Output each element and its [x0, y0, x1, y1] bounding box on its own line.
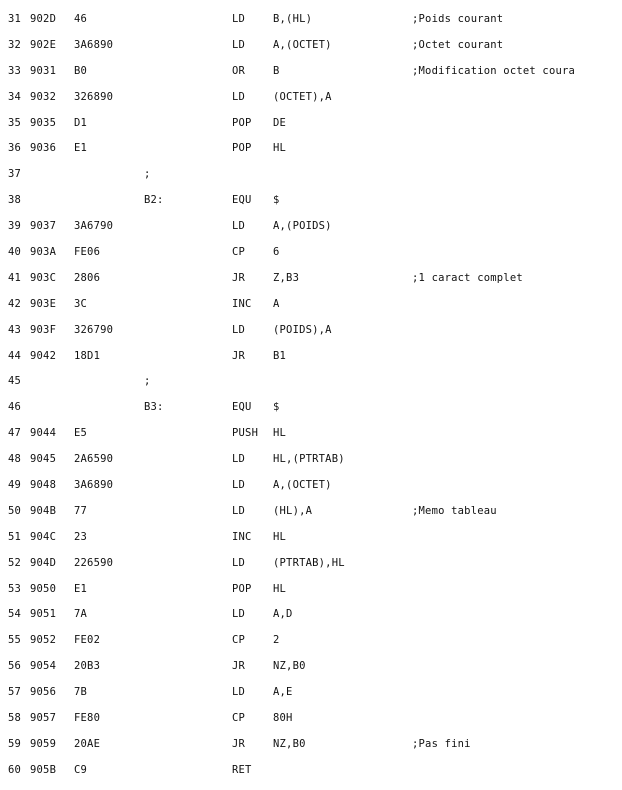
line-number: 53: [8, 582, 22, 595]
mnemonic: LD: [232, 453, 246, 466]
label: B3:: [144, 401, 164, 414]
line-number: 33: [8, 64, 22, 77]
listing-line: [0, 479, 622, 505]
machine-code: B0: [74, 64, 88, 77]
machine-code: E1: [74, 582, 88, 595]
machine-code: FE02: [74, 634, 101, 647]
assembly-listing: [0, 13, 622, 790]
operand: B,(HL): [273, 13, 313, 25]
address: 904C: [30, 530, 57, 543]
address: 9054: [30, 660, 57, 673]
line-number: 44: [8, 349, 22, 362]
listing-line: [0, 39, 622, 65]
mnemonic: OR: [232, 64, 246, 77]
line-number: 32: [8, 38, 22, 51]
machine-code: 20B3: [74, 660, 101, 673]
listing-line: [0, 142, 622, 168]
operand: NZ,B0: [273, 660, 306, 673]
operand: 2: [273, 634, 280, 647]
mnemonic: POP: [232, 142, 252, 155]
listing-line: [0, 583, 622, 609]
machine-code: 3A6890: [74, 38, 114, 51]
address: 9044: [30, 427, 57, 440]
mnemonic: INC: [232, 530, 252, 543]
mnemonic: LD: [232, 479, 246, 492]
operand: $: [273, 401, 280, 414]
line-number: 43: [8, 323, 22, 336]
machine-code: 7B: [74, 686, 88, 699]
line-number: 40: [8, 246, 22, 259]
mnemonic: EQU: [232, 401, 252, 414]
address: 904B: [30, 504, 57, 517]
address: 903F: [30, 323, 57, 336]
address: 903E: [30, 297, 57, 310]
machine-code: C9: [74, 763, 88, 776]
mnemonic: LD: [232, 686, 246, 699]
machine-code: 226590: [74, 556, 114, 569]
comment: ;Octet courant: [412, 38, 504, 51]
listing-line: [0, 660, 622, 686]
listing-line: [0, 686, 622, 712]
line-number: 34: [8, 90, 22, 103]
operand: A,D: [273, 608, 293, 621]
listing-line: [0, 505, 622, 531]
address: 9050: [30, 582, 57, 595]
line-number: 36: [8, 142, 22, 155]
listing-line: [0, 272, 622, 298]
operand: A,(OCTET): [273, 479, 332, 492]
address: 9031: [30, 64, 57, 77]
address: 9057: [30, 712, 57, 725]
line-number: 52: [8, 556, 22, 569]
machine-code: E1: [74, 142, 88, 155]
line-number: 41: [8, 271, 22, 284]
mnemonic: POP: [232, 582, 252, 595]
line-number: 55: [8, 634, 22, 647]
line-number: 51: [8, 530, 22, 543]
mnemonic: PUSH: [232, 427, 259, 440]
listing-line: [0, 117, 622, 143]
mnemonic: LD: [232, 556, 246, 569]
listing-line: [0, 168, 622, 194]
machine-code: 2A6590: [74, 453, 114, 466]
mnemonic: LD: [232, 13, 246, 25]
line-number: 45: [8, 375, 22, 388]
machine-code: 46: [74, 13, 88, 25]
address: 902E: [30, 38, 57, 51]
address: 9059: [30, 737, 57, 750]
listing-line: [0, 194, 622, 220]
line-number: 48: [8, 453, 22, 466]
mnemonic: JR: [232, 737, 246, 750]
line-number: 50: [8, 504, 22, 517]
line-number: 59: [8, 737, 22, 750]
machine-code: 20AE: [74, 737, 101, 750]
operand: A,E: [273, 686, 293, 699]
address: 9042: [30, 349, 57, 362]
mnemonic: POP: [232, 116, 252, 129]
machine-code: 7A: [74, 608, 88, 621]
mnemonic: INC: [232, 297, 252, 310]
listing-line: [0, 608, 622, 634]
listing-line: [0, 246, 622, 272]
mnemonic: JR: [232, 271, 246, 284]
address: 903A: [30, 246, 57, 259]
operand: B1: [273, 349, 287, 362]
machine-code: 3C: [74, 297, 88, 310]
mnemonic: CP: [232, 634, 246, 647]
line-number: 58: [8, 712, 22, 725]
machine-code: 3A6890: [74, 479, 114, 492]
machine-code: 326890: [74, 90, 114, 103]
machine-code: D1: [74, 116, 88, 129]
operand: HL: [273, 582, 287, 595]
comment: ;Memo tableau: [412, 504, 497, 517]
address: 9035: [30, 116, 57, 129]
listing-line: [0, 712, 622, 738]
address: 9052: [30, 634, 57, 647]
listing-line: [0, 375, 622, 401]
listing-line: [0, 401, 622, 427]
mnemonic: LD: [232, 504, 246, 517]
listing-line: [0, 324, 622, 350]
mnemonic: LD: [232, 220, 246, 233]
mnemonic: LD: [232, 608, 246, 621]
line-number: 57: [8, 686, 22, 699]
mnemonic: EQU: [232, 194, 252, 207]
mnemonic: LD: [232, 38, 246, 51]
comment: ;Poids courant: [412, 13, 504, 25]
listing-line: [0, 13, 622, 39]
line-number: 38: [8, 194, 22, 207]
machine-code: 23: [74, 530, 88, 543]
listing-line: [0, 65, 622, 91]
operand: HL: [273, 142, 287, 155]
listing-line: [0, 350, 622, 376]
address: 9048: [30, 479, 57, 492]
line-number: 54: [8, 608, 22, 621]
operand: (POIDS),A: [273, 323, 332, 336]
listing-line: [0, 220, 622, 246]
listing-line: [0, 557, 622, 583]
address: 904D: [30, 556, 57, 569]
mnemonic: JR: [232, 660, 246, 673]
machine-code: 326790: [74, 323, 114, 336]
address: 9051: [30, 608, 57, 621]
address: 9056: [30, 686, 57, 699]
label: B2:: [144, 194, 164, 207]
operand: NZ,B0: [273, 737, 306, 750]
mnemonic: RET: [232, 763, 252, 776]
operand: A,(POIDS): [273, 220, 332, 233]
address: 9045: [30, 453, 57, 466]
machine-code: FE06: [74, 246, 101, 259]
operand: HL,(PTRTAB): [273, 453, 345, 466]
operand: (OCTET),A: [273, 90, 332, 103]
mnemonic: JR: [232, 349, 246, 362]
operand: $: [273, 194, 280, 207]
listing-line: [0, 738, 622, 764]
mnemonic: LD: [232, 323, 246, 336]
line-number: 39: [8, 220, 22, 233]
line-number: 60: [8, 763, 22, 776]
line-number: 49: [8, 479, 22, 492]
label: ;: [144, 375, 151, 388]
listing-line: [0, 298, 622, 324]
machine-code: FE80: [74, 712, 101, 725]
operand: 80H: [273, 712, 293, 725]
line-number: 56: [8, 660, 22, 673]
address: 903C: [30, 271, 57, 284]
operand: HL: [273, 530, 287, 543]
listing-line: [0, 634, 622, 660]
listing-line: [0, 531, 622, 557]
comment: ;1 caract complet: [412, 271, 523, 284]
operand: (HL),A: [273, 504, 313, 517]
mnemonic: LD: [232, 90, 246, 103]
operand: Z,B3: [273, 271, 300, 284]
line-number: 47: [8, 427, 22, 440]
mnemonic: CP: [232, 712, 246, 725]
listing-line: [0, 427, 622, 453]
operand: B: [273, 64, 280, 77]
address: 9036: [30, 142, 57, 155]
comment: ;Pas fini: [412, 737, 471, 750]
mnemonic: CP: [232, 246, 246, 259]
machine-code: 77: [74, 504, 88, 517]
machine-code: 2806: [74, 271, 101, 284]
operand: 6: [273, 246, 280, 259]
machine-code: 3A6790: [74, 220, 114, 233]
address: 902D: [30, 13, 57, 25]
listing-line: [0, 453, 622, 479]
machine-code: E5: [74, 427, 88, 440]
line-number: 31: [8, 13, 22, 25]
line-number: 37: [8, 168, 22, 181]
line-number: 46: [8, 401, 22, 414]
operand: A: [273, 297, 280, 310]
address: 9037: [30, 220, 57, 233]
operand: A,(OCTET): [273, 38, 332, 51]
comment: ;Modification octet coura: [412, 64, 576, 77]
listing-line: [0, 764, 622, 790]
line-number: 42: [8, 297, 22, 310]
line-number: 35: [8, 116, 22, 129]
machine-code: 18D1: [74, 349, 101, 362]
label: ;: [144, 168, 151, 181]
operand: HL: [273, 427, 287, 440]
operand: DE: [273, 116, 287, 129]
address: 905B: [30, 763, 57, 776]
listing-line: [0, 91, 622, 117]
operand: (PTRTAB),HL: [273, 556, 345, 569]
address: 9032: [30, 90, 57, 103]
